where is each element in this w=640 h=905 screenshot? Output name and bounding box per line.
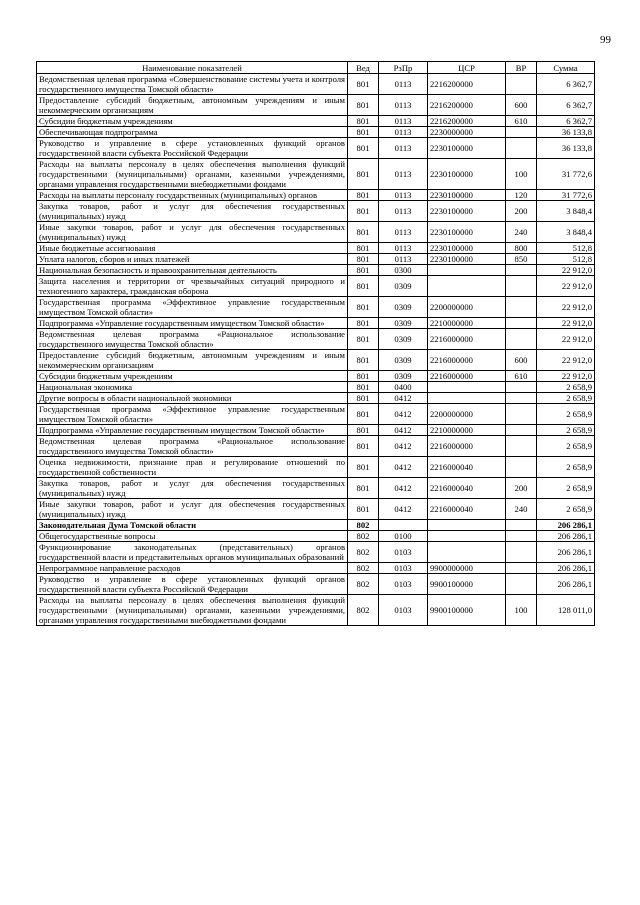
cell-name: Государственная программа «Эффективное управление государственным имуществом Томской области»	[37, 297, 348, 318]
table-row	[37, 478, 595, 499]
cell-csr	[428, 382, 506, 393]
cell-rzpr: 0400	[379, 382, 428, 393]
cell-vr	[506, 436, 537, 457]
table-row	[37, 159, 595, 190]
table-row	[37, 329, 595, 350]
cell-sum: 2 658,9	[537, 425, 595, 436]
cell-ved: 802	[348, 520, 379, 531]
cell-csr: 2216200000	[428, 95, 506, 116]
cell-vr	[506, 531, 537, 542]
cell-sum: 206 286,1	[537, 563, 595, 574]
cell-csr: 2216000000	[428, 329, 506, 350]
cell-name: Подпрограмма «Управление государственным имуществом Томской области»	[37, 425, 348, 436]
table-row	[37, 222, 595, 243]
cell-name: Иные бюджетные ассигнования	[37, 243, 348, 254]
cell-ved: 801	[348, 127, 379, 138]
table-row	[37, 393, 595, 404]
cell-vr	[506, 404, 537, 425]
cell-ved: 801	[348, 138, 379, 159]
cell-ved: 801	[348, 265, 379, 276]
cell-csr: 2230100000	[428, 190, 506, 201]
cell-vr: 120	[506, 190, 537, 201]
cell-csr: 2210000000	[428, 318, 506, 329]
header-name: Наименование показателей	[37, 62, 348, 74]
cell-csr: 2230100000	[428, 201, 506, 222]
cell-csr: 2200000000	[428, 404, 506, 425]
cell-csr: 2216000040	[428, 478, 506, 499]
cell-csr: 2230100000	[428, 254, 506, 265]
cell-sum: 36 133,8	[537, 138, 595, 159]
cell-rzpr: 0309	[379, 297, 428, 318]
cell-name: Обеспечивающая подпрограмма	[37, 127, 348, 138]
cell-ved: 801	[348, 276, 379, 297]
cell-sum: 512,8	[537, 254, 595, 265]
cell-vr	[506, 265, 537, 276]
cell-sum: 22 912,0	[537, 265, 595, 276]
cell-rzpr: 0309	[379, 329, 428, 350]
cell-rzpr: 0113	[379, 243, 428, 254]
header-sum: Сумма	[537, 62, 595, 74]
cell-sum: 6 362,7	[537, 95, 595, 116]
cell-rzpr	[379, 520, 428, 531]
cell-csr: 9900100000	[428, 574, 506, 595]
cell-sum: 512,8	[537, 243, 595, 254]
cell-vr: 240	[506, 222, 537, 243]
cell-ved: 801	[348, 329, 379, 350]
cell-sum: 206 286,1	[537, 574, 595, 595]
cell-rzpr: 0113	[379, 116, 428, 127]
header-ved: Вед	[348, 62, 379, 74]
cell-sum: 22 912,0	[537, 318, 595, 329]
table-row	[37, 201, 595, 222]
cell-sum: 2 658,9	[537, 478, 595, 499]
header-rzpr: РзПр	[379, 62, 428, 74]
cell-name: Закупка товаров, работ и услуг для обеспечения государственных (муниципальных) нужд	[37, 478, 348, 499]
cell-csr: 2216000040	[428, 457, 506, 478]
cell-rzpr: 0113	[379, 254, 428, 265]
cell-vr	[506, 138, 537, 159]
cell-ved: 801	[348, 201, 379, 222]
cell-sum: 22 912,0	[537, 371, 595, 382]
cell-rzpr: 0113	[379, 159, 428, 190]
cell-sum: 3 848,4	[537, 201, 595, 222]
cell-ved: 801	[348, 190, 379, 201]
cell-csr	[428, 531, 506, 542]
cell-vr	[506, 127, 537, 138]
cell-ved: 801	[348, 318, 379, 329]
cell-rzpr: 0309	[379, 350, 428, 371]
cell-rzpr: 0100	[379, 531, 428, 542]
cell-ved: 802	[348, 542, 379, 563]
cell-sum: 206 286,1	[537, 542, 595, 563]
cell-csr: 2230100000	[428, 222, 506, 243]
cell-vr	[506, 382, 537, 393]
cell-sum: 2 658,9	[537, 499, 595, 520]
cell-ved: 801	[348, 74, 379, 95]
cell-ved: 801	[348, 254, 379, 265]
cell-ved: 801	[348, 371, 379, 382]
cell-name: Законодательная Дума Томской области	[37, 520, 348, 531]
table-row	[37, 95, 595, 116]
table-row	[37, 127, 595, 138]
cell-name: Руководство и управление в сфере установленных функций органов государственной власти субъекта Российской Федерации	[37, 138, 348, 159]
cell-vr: 610	[506, 371, 537, 382]
cell-name: Непрограммное направление расходов	[37, 563, 348, 574]
cell-ved: 801	[348, 350, 379, 371]
cell-csr: 2230100000	[428, 138, 506, 159]
cell-vr	[506, 563, 537, 574]
cell-rzpr: 0309	[379, 371, 428, 382]
table-row	[37, 425, 595, 436]
cell-vr	[506, 393, 537, 404]
cell-sum: 31 772,6	[537, 190, 595, 201]
cell-vr: 600	[506, 95, 537, 116]
cell-rzpr: 0309	[379, 276, 428, 297]
table-row	[37, 318, 595, 329]
cell-rzpr: 0113	[379, 201, 428, 222]
cell-name: Иные закупки товаров, работ и услуг для обеспечения государственных (муниципальных) нужд	[37, 499, 348, 520]
cell-vr: 610	[506, 116, 537, 127]
cell-vr: 100	[506, 595, 537, 626]
cell-csr: 2210000000	[428, 425, 506, 436]
cell-name: Уплата налогов, сборов и иных платежей	[37, 254, 348, 265]
cell-rzpr: 0113	[379, 74, 428, 95]
cell-rzpr: 0412	[379, 393, 428, 404]
cell-sum: 36 133,8	[537, 127, 595, 138]
cell-rzpr: 0113	[379, 127, 428, 138]
cell-sum: 2 658,9	[537, 436, 595, 457]
cell-csr	[428, 265, 506, 276]
cell-ved: 801	[348, 116, 379, 127]
cell-ved: 801	[348, 499, 379, 520]
cell-name: Другие вопросы в области национальной экономики	[37, 393, 348, 404]
table-row	[37, 531, 595, 542]
table-row	[37, 574, 595, 595]
table-row	[37, 116, 595, 127]
cell-rzpr: 0412	[379, 478, 428, 499]
cell-rzpr: 0412	[379, 457, 428, 478]
cell-ved: 801	[348, 222, 379, 243]
cell-name: Ведомственная целевая программа «Рациональное использование государственного имущества Томской области»	[37, 436, 348, 457]
cell-ved: 801	[348, 457, 379, 478]
cell-ved: 802	[348, 595, 379, 626]
cell-name: Защита населения и территории от чрезвычайных ситуаций природного и техногенного характера, гражданская оборона	[37, 276, 348, 297]
cell-sum: 2 658,9	[537, 457, 595, 478]
cell-vr	[506, 425, 537, 436]
cell-name: Предоставление субсидий бюджетным, автономным учреждениям и иным некоммерческим организациям	[37, 95, 348, 116]
cell-name: Иные закупки товаров, работ и услуг для обеспечения государственных (муниципальных) нужд	[37, 222, 348, 243]
cell-rzpr: 0103	[379, 595, 428, 626]
table-row	[37, 499, 595, 520]
table-row	[37, 297, 595, 318]
cell-rzpr: 0113	[379, 138, 428, 159]
cell-csr: 2216000000	[428, 371, 506, 382]
cell-sum: 22 912,0	[537, 350, 595, 371]
cell-csr	[428, 393, 506, 404]
cell-sum: 206 286,1	[537, 520, 595, 531]
cell-sum: 2 658,9	[537, 404, 595, 425]
cell-rzpr: 0113	[379, 190, 428, 201]
cell-vr	[506, 542, 537, 563]
table-row	[37, 74, 595, 95]
cell-vr	[506, 520, 537, 531]
cell-ved: 802	[348, 531, 379, 542]
table-row	[37, 138, 595, 159]
cell-csr: 2200000000	[428, 297, 506, 318]
table-row	[37, 350, 595, 371]
cell-csr: 2230000000	[428, 127, 506, 138]
cell-rzpr: 0412	[379, 425, 428, 436]
page-number: 99	[600, 34, 611, 46]
cell-vr	[506, 457, 537, 478]
cell-csr: 2216000000	[428, 350, 506, 371]
cell-rzpr: 0412	[379, 499, 428, 520]
cell-rzpr: 0300	[379, 265, 428, 276]
cell-name: Национальная безопасность и правоохранительная деятельность	[37, 265, 348, 276]
cell-csr	[428, 276, 506, 297]
cell-ved: 801	[348, 404, 379, 425]
cell-vr	[506, 74, 537, 95]
cell-csr: 2230100000	[428, 243, 506, 254]
cell-sum: 6 362,7	[537, 74, 595, 95]
cell-vr: 200	[506, 201, 537, 222]
cell-name: Предоставление субсидий бюджетным, автономным учреждениям и иным некоммерческим организациям	[37, 350, 348, 371]
cell-ved: 802	[348, 563, 379, 574]
cell-name: Расходы на выплаты персоналу в целях обеспечения выполнения функций государственными (муниципальными) органами, казенными учреждениями, органами управления государственными внебюджетными фондами	[37, 159, 348, 190]
cell-sum: 3 848,4	[537, 222, 595, 243]
cell-ved: 801	[348, 95, 379, 116]
cell-vr: 240	[506, 499, 537, 520]
cell-sum: 6 362,7	[537, 116, 595, 127]
budget-table	[36, 61, 595, 626]
cell-csr: 2216000000	[428, 436, 506, 457]
table-row	[37, 520, 595, 531]
cell-ved: 801	[348, 425, 379, 436]
cell-name: Закупка товаров, работ и услуг для обеспечения государственных (муниципальных) нужд	[37, 201, 348, 222]
cell-rzpr: 0103	[379, 574, 428, 595]
cell-sum: 31 772,6	[537, 159, 595, 190]
cell-csr: 2230100000	[428, 159, 506, 190]
cell-ved: 801	[348, 393, 379, 404]
cell-ved: 801	[348, 436, 379, 457]
cell-vr: 100	[506, 159, 537, 190]
cell-ved: 801	[348, 478, 379, 499]
table-row	[37, 563, 595, 574]
cell-csr: 9900100000	[428, 595, 506, 626]
cell-name: Функционирование законодательных (представительных) органов государственной власти и представительных органов муниципальных образований	[37, 542, 348, 563]
cell-rzpr: 0103	[379, 563, 428, 574]
cell-name: Расходы на выплаты персоналу в целях обеспечения выполнения функций государственными (муниципальными) органами, казенными учреждениями, органами управления государственными внебюджетными фондами	[37, 595, 348, 626]
table-row	[37, 371, 595, 382]
header-csr: ЦСР	[428, 62, 506, 74]
table-row	[37, 595, 595, 626]
table-row	[37, 190, 595, 201]
cell-csr: 9900000000	[428, 563, 506, 574]
cell-ved: 801	[348, 297, 379, 318]
cell-sum: 2 658,9	[537, 393, 595, 404]
cell-csr	[428, 542, 506, 563]
cell-vr	[506, 329, 537, 350]
cell-name: Субсидии бюджетным учреждениям	[37, 371, 348, 382]
cell-rzpr: 0309	[379, 318, 428, 329]
table-body	[37, 74, 595, 626]
cell-vr: 600	[506, 350, 537, 371]
cell-rzpr: 0113	[379, 95, 428, 116]
cell-ved: 801	[348, 159, 379, 190]
cell-sum: 22 912,0	[537, 329, 595, 350]
cell-ved: 801	[348, 382, 379, 393]
table-row	[37, 404, 595, 425]
table-row	[37, 436, 595, 457]
table-row	[37, 265, 595, 276]
table-header-row	[37, 62, 595, 74]
cell-vr	[506, 297, 537, 318]
header-vr: ВР	[506, 62, 537, 74]
cell-csr: 2216000040	[428, 499, 506, 520]
cell-name: Субсидии бюджетным учреждениям	[37, 116, 348, 127]
cell-sum: 22 912,0	[537, 276, 595, 297]
cell-name: Государственная программа «Эффективное управление государственным имуществом Томской области»	[37, 404, 348, 425]
cell-vr	[506, 276, 537, 297]
cell-csr	[428, 520, 506, 531]
cell-vr: 200	[506, 478, 537, 499]
cell-rzpr: 0103	[379, 542, 428, 563]
cell-vr	[506, 318, 537, 329]
cell-name: Руководство и управление в сфере установленных функций органов государственной власти субъекта Российской Федерации	[37, 574, 348, 595]
cell-name: Подпрограмма «Управление государственным имуществом Томской области»	[37, 318, 348, 329]
table-row	[37, 542, 595, 563]
cell-sum: 206 286,1	[537, 531, 595, 542]
cell-vr: 800	[506, 243, 537, 254]
table-row	[37, 382, 595, 393]
table-row	[37, 254, 595, 265]
cell-rzpr: 0412	[379, 436, 428, 457]
cell-name: Ведомственная целевая программа «Совершенствование системы учета и контроля государственного имущества Томской области»	[37, 74, 348, 95]
cell-csr: 2216200000	[428, 74, 506, 95]
cell-rzpr: 0113	[379, 222, 428, 243]
cell-ved: 802	[348, 574, 379, 595]
table-row	[37, 276, 595, 297]
cell-vr: 850	[506, 254, 537, 265]
cell-csr: 2216200000	[428, 116, 506, 127]
cell-sum: 128 011,0	[537, 595, 595, 626]
cell-name: Общегосударственные вопросы	[37, 531, 348, 542]
cell-ved: 801	[348, 243, 379, 254]
cell-sum: 22 912,0	[537, 297, 595, 318]
cell-sum: 2 658,9	[537, 382, 595, 393]
cell-rzpr: 0412	[379, 404, 428, 425]
cell-name: Оценка недвижимости, признание прав и регулирование отношений по государственной собственности	[37, 457, 348, 478]
table-row	[37, 243, 595, 254]
cell-name: Расходы на выплаты персоналу государственных (муниципальных) органов	[37, 190, 348, 201]
cell-vr	[506, 574, 537, 595]
cell-name: Национальная экономика	[37, 382, 348, 393]
table-row	[37, 457, 595, 478]
cell-name: Ведомственная целевая программа «Рациональное использование государственного имущества Томской области»	[37, 329, 348, 350]
